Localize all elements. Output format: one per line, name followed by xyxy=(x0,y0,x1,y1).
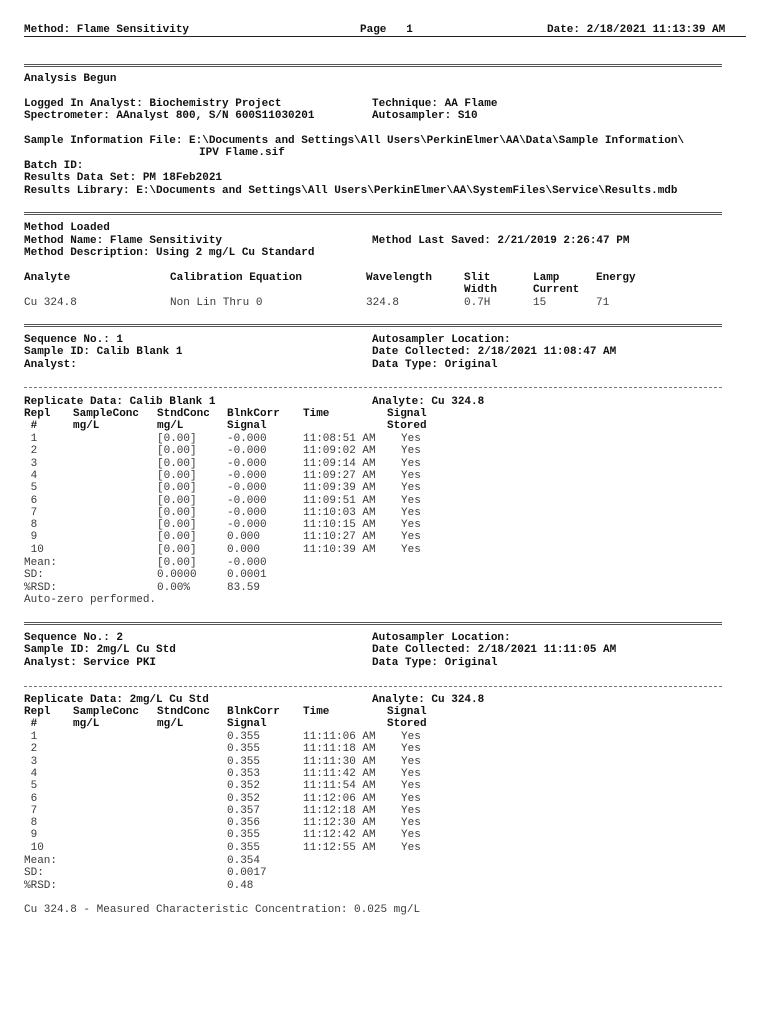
table-cell-blnk: 0.000 xyxy=(227,544,261,556)
table-cell-stored: Yes xyxy=(401,433,421,445)
seq1-analyst: Analyst: xyxy=(24,359,77,371)
table-cell-stored: Yes xyxy=(401,544,421,556)
seq2-number: Sequence No.: 2 xyxy=(24,632,124,644)
table-cell-blnk: 0.355 xyxy=(227,743,261,755)
seq2-analyte: Analyte: Cu 324.8 xyxy=(372,694,485,706)
seq1-date-collected: Date Collected: 2/18/2021 11:08:47 AM xyxy=(372,346,617,358)
table-cell-time: 11:11:30 AM xyxy=(303,756,376,768)
seq2-date-collected: Date Collected: 2/18/2021 11:11:05 AM xyxy=(372,644,617,656)
method-loaded: Method Loaded xyxy=(24,222,110,234)
table-cell-time: 11:12:18 AM xyxy=(303,805,376,817)
seq2-data-type: Data Type: Original xyxy=(372,657,498,669)
table-cell-stnd: [0.00] xyxy=(157,470,197,482)
table-cell-repl: 6 xyxy=(24,793,38,805)
table-cell-repl: 5 xyxy=(24,780,38,792)
row-wavelength: 324.8 xyxy=(366,297,400,309)
hdr-stndconc: StndConc xyxy=(157,408,210,420)
header-underline xyxy=(24,36,746,37)
table-cell-blnk: 0.355 xyxy=(227,756,261,768)
table-cell-stored: Yes xyxy=(401,470,421,482)
col-slit: Slit xyxy=(464,272,491,284)
table-cell-repl: 8 xyxy=(24,519,38,531)
table-cell-repl: 6 xyxy=(24,495,38,507)
table-cell-blnk: -0.000 xyxy=(227,433,267,445)
seq1-rsd-label: %RSD: xyxy=(24,582,58,594)
table-cell-time: 11:10:03 AM xyxy=(303,507,376,519)
sample-info-file-cont: IPV Flame.sif xyxy=(199,147,285,159)
table-cell-repl: 2 xyxy=(24,445,38,457)
table-cell-repl: 3 xyxy=(24,458,38,470)
row-calibration: Non Lin Thru 0 xyxy=(170,297,263,309)
table-cell-repl: 9 xyxy=(24,531,38,543)
analysis-title: Analysis Begun xyxy=(24,73,117,85)
method-description: Method Description: Using 2 mg/L Cu Standard xyxy=(24,247,315,259)
seq2-sd-blnk: 0.0017 xyxy=(227,867,267,879)
table-cell-blnk: 0.355 xyxy=(227,731,261,743)
table-cell-repl: 1 xyxy=(24,433,38,445)
seq1-mean-label: Mean: xyxy=(24,557,58,569)
seq2-note: Cu 324.8 - Measured Characteristic Concentration: 0.025 mg/L xyxy=(24,904,421,916)
table-cell-stored: Yes xyxy=(401,531,421,543)
col-calibration: Calibration Equation xyxy=(170,272,303,284)
table-cell-blnk: -0.000 xyxy=(227,458,267,470)
table-cell-stored: Yes xyxy=(401,768,421,780)
table-cell-blnk: 0.352 xyxy=(227,780,261,792)
table-cell-time: 11:09:02 AM xyxy=(303,445,376,457)
seq2-mean-blnk: 0.354 xyxy=(227,855,261,867)
hdr-repl: Repl xyxy=(24,408,51,420)
hdr-stndconc: StndConc xyxy=(157,706,210,718)
table-cell-stored: Yes xyxy=(401,458,421,470)
method-name: Method Name: Flame Sensitivity xyxy=(24,235,223,247)
table-cell-blnk: 0.355 xyxy=(227,842,261,854)
table-cell-time: 11:09:39 AM xyxy=(303,482,376,494)
table-cell-blnk: 0.000 xyxy=(227,531,261,543)
table-cell-time: 11:08:51 AM xyxy=(303,433,376,445)
hdr-sampleconc-unit: mg/L xyxy=(73,420,100,432)
table-cell-blnk: -0.000 xyxy=(227,482,267,494)
seq1-sd-label: SD: xyxy=(24,569,44,581)
table-cell-stored: Yes xyxy=(401,756,421,768)
table-cell-time: 11:09:14 AM xyxy=(303,458,376,470)
table-cell-stnd: [0.00] xyxy=(157,495,197,507)
seq1-data-type: Data Type: Original xyxy=(372,359,498,371)
table-cell-repl: 10 xyxy=(24,544,44,556)
batch-id: Batch ID: xyxy=(24,160,84,172)
results-library: Results Library: E:\Documents and Settings\All Users\PerkinElmer\AA\SystemFiles\Service\Results.mdb xyxy=(24,185,678,197)
table-cell-blnk: 0.357 xyxy=(227,805,261,817)
seq1-rsd-blnk: 83.59 xyxy=(227,582,261,594)
table-cell-time: 11:10:27 AM xyxy=(303,531,376,543)
seq1-mean-stnd: [0.00] xyxy=(157,557,197,569)
table-cell-repl: 8 xyxy=(24,817,38,829)
seq1-mean-blnk: -0.000 xyxy=(227,557,267,569)
table-cell-time: 11:10:39 AM xyxy=(303,544,376,556)
row-energy: 71 xyxy=(596,297,610,309)
section-divider-dashed xyxy=(24,686,722,687)
table-cell-stnd: [0.00] xyxy=(157,433,197,445)
seq2-analyst: Analyst: Service PKI xyxy=(24,657,157,669)
hdr-signal-stored: Stored xyxy=(387,420,427,432)
table-cell-stnd: [0.00] xyxy=(157,519,197,531)
table-cell-stored: Yes xyxy=(401,829,421,841)
hdr-blnkcorr-signal: Signal xyxy=(227,718,267,730)
section-divider-dashed xyxy=(24,387,722,388)
section-divider xyxy=(24,622,722,625)
table-cell-stnd: [0.00] xyxy=(157,531,197,543)
table-cell-blnk: 0.356 xyxy=(227,817,261,829)
table-cell-repl: 2 xyxy=(24,743,38,755)
table-cell-time: 11:11:06 AM xyxy=(303,731,376,743)
table-cell-blnk: -0.000 xyxy=(227,507,267,519)
header-page: Page 1 xyxy=(360,24,413,36)
table-cell-time: 11:09:27 AM xyxy=(303,470,376,482)
table-cell-stored: Yes xyxy=(401,445,421,457)
seq1-autosampler-location: Autosampler Location: xyxy=(372,334,511,346)
seq2-rsd-label: %RSD: xyxy=(24,880,58,892)
table-cell-stored: Yes xyxy=(401,743,421,755)
table-cell-repl: 7 xyxy=(24,805,38,817)
hdr-stndconc-unit: mg/L xyxy=(157,718,184,730)
hdr-repl-hash: # xyxy=(24,718,38,730)
table-cell-blnk: 0.353 xyxy=(227,768,261,780)
row-lamp: 15 xyxy=(533,297,547,309)
table-cell-time: 11:12:42 AM xyxy=(303,829,376,841)
seq2-sample-id: Sample ID: 2mg/L Cu Std xyxy=(24,644,176,656)
sample-info-file: Sample Information File: E:\Documents and Settings\All Users\PerkinElmer\AA\Data\Sample Information\ xyxy=(24,135,685,147)
section-divider xyxy=(24,64,722,67)
table-cell-stored: Yes xyxy=(401,817,421,829)
col-slit-width: Width xyxy=(464,284,498,296)
col-lamp-current: Current xyxy=(533,284,580,296)
seq2-replicate-title: Replicate Data: 2mg/L Cu Std xyxy=(24,694,209,706)
hdr-repl-hash: # xyxy=(24,420,38,432)
table-cell-stnd: [0.00] xyxy=(157,482,197,494)
table-cell-stored: Yes xyxy=(401,780,421,792)
table-cell-stnd: [0.00] xyxy=(157,507,197,519)
hdr-blnkcorr: BlnkCorr xyxy=(227,408,280,420)
col-wavelength: Wavelength xyxy=(366,272,433,284)
table-cell-time: 11:11:54 AM xyxy=(303,780,376,792)
hdr-blnkcorr: BlnkCorr xyxy=(227,706,280,718)
table-cell-stnd: [0.00] xyxy=(157,458,197,470)
table-cell-time: 11:09:51 AM xyxy=(303,495,376,507)
results-data-set: Results Data Set: PM 18Feb2021 xyxy=(24,172,223,184)
table-cell-time: 11:12:55 AM xyxy=(303,842,376,854)
seq2-rsd-blnk: 0.48 xyxy=(227,880,254,892)
table-cell-stnd: [0.00] xyxy=(157,544,197,556)
table-cell-stored: Yes xyxy=(401,495,421,507)
table-cell-repl: 9 xyxy=(24,829,38,841)
seq2-sd-label: SD: xyxy=(24,867,44,879)
seq1-analyte: Analyte: Cu 324.8 xyxy=(372,396,485,408)
seq1-sd-blnk: 0.0001 xyxy=(227,569,267,581)
table-cell-repl: 4 xyxy=(24,470,38,482)
table-cell-stored: Yes xyxy=(401,731,421,743)
hdr-repl: Repl xyxy=(24,706,51,718)
table-cell-blnk: -0.000 xyxy=(227,519,267,531)
hdr-signal-stored: Stored xyxy=(387,718,427,730)
hdr-sampleconc-unit: mg/L xyxy=(73,718,100,730)
table-cell-time: 11:12:06 AM xyxy=(303,793,376,805)
table-cell-repl: 7 xyxy=(24,507,38,519)
table-cell-blnk: -0.000 xyxy=(227,495,267,507)
logged-in-analyst: Logged In Analyst: Biochemistry Project xyxy=(24,98,282,110)
seq1-sample-id: Sample ID: Calib Blank 1 xyxy=(24,346,183,358)
seq2-mean-label: Mean: xyxy=(24,855,58,867)
table-cell-blnk: -0.000 xyxy=(227,445,267,457)
table-cell-stored: Yes xyxy=(401,805,421,817)
technique: Technique: AA Flame xyxy=(372,98,498,110)
hdr-sampleconc: SampleConc xyxy=(73,706,140,718)
header-date: Date: 2/18/2021 11:13:39 AM xyxy=(547,24,726,36)
hdr-signal: Signal xyxy=(387,706,427,718)
table-cell-time: 11:10:15 AM xyxy=(303,519,376,531)
section-divider xyxy=(24,324,722,327)
table-cell-blnk: 0.352 xyxy=(227,793,261,805)
table-cell-time: 11:11:18 AM xyxy=(303,743,376,755)
spectrometer: Spectrometer: AAnalyst 800, S/N 600S11030201 xyxy=(24,110,315,122)
table-cell-stnd: [0.00] xyxy=(157,445,197,457)
col-lamp: Lamp xyxy=(533,272,560,284)
table-cell-stored: Yes xyxy=(401,842,421,854)
col-analyte: Analyte xyxy=(24,272,71,284)
table-cell-stored: Yes xyxy=(401,793,421,805)
method-last-saved: Method Last Saved: 2/21/2019 2:26:47 PM xyxy=(372,235,630,247)
table-cell-repl: 4 xyxy=(24,768,38,780)
section-divider xyxy=(24,212,722,215)
seq1-note: Auto-zero performed. xyxy=(24,594,157,606)
table-cell-repl: 1 xyxy=(24,731,38,743)
hdr-signal: Signal xyxy=(387,408,427,420)
seq1-rsd-stnd: 0.00% xyxy=(157,582,191,594)
row-analyte: Cu 324.8 xyxy=(24,297,77,309)
table-cell-blnk: 0.355 xyxy=(227,829,261,841)
header-method: Method: Flame Sensitivity xyxy=(24,24,190,36)
hdr-time: Time xyxy=(303,408,330,420)
table-cell-stored: Yes xyxy=(401,482,421,494)
autosampler: Autosampler: S10 xyxy=(372,110,478,122)
table-cell-time: 11:11:42 AM xyxy=(303,768,376,780)
seq1-sd-stnd: 0.0000 xyxy=(157,569,197,581)
hdr-time: Time xyxy=(303,706,330,718)
table-cell-stored: Yes xyxy=(401,519,421,531)
table-cell-repl: 5 xyxy=(24,482,38,494)
hdr-stndconc-unit: mg/L xyxy=(157,420,184,432)
table-cell-repl: 10 xyxy=(24,842,44,854)
table-cell-time: 11:12:30 AM xyxy=(303,817,376,829)
hdr-sampleconc: SampleConc xyxy=(73,408,140,420)
seq2-autosampler-location: Autosampler Location: xyxy=(372,632,511,644)
row-slit: 0.7H xyxy=(464,297,491,309)
seq1-replicate-title: Replicate Data: Calib Blank 1 xyxy=(24,396,216,408)
hdr-blnkcorr-signal: Signal xyxy=(227,420,267,432)
col-energy: Energy xyxy=(596,272,636,284)
table-cell-repl: 3 xyxy=(24,756,38,768)
table-cell-blnk: -0.000 xyxy=(227,470,267,482)
seq1-number: Sequence No.: 1 xyxy=(24,334,124,346)
table-cell-stored: Yes xyxy=(401,507,421,519)
